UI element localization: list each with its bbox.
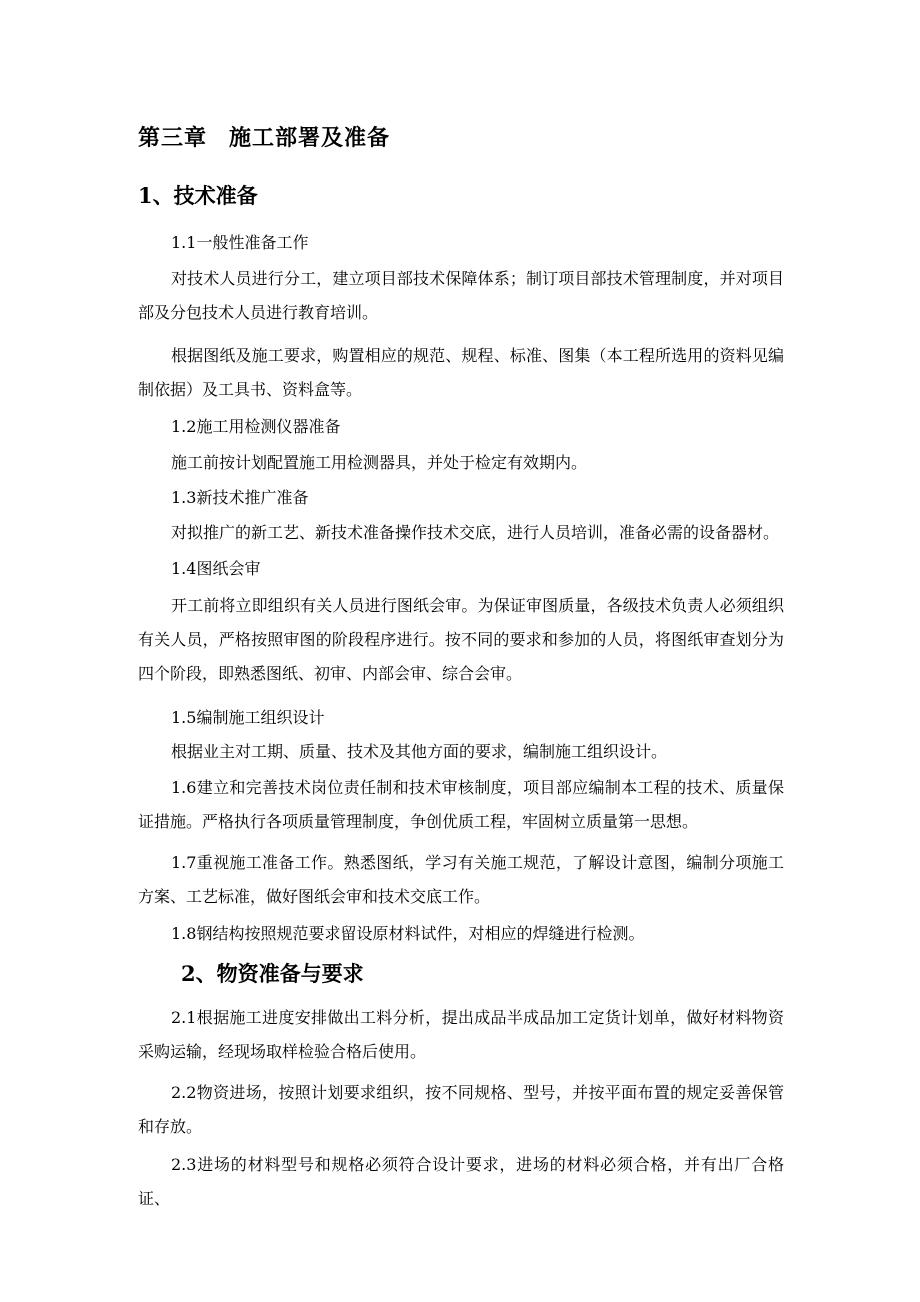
paragraph: 对拟推广的新工艺、新技术准备操作技术交底，进行人员培训，准备必需的设备器材。 xyxy=(171,523,780,542)
paragraph: 开工前将立即组织有关人员进行图纸会审。为保证审图质量，各级技术负责人必须组织有关人员，严格按照审图的阶段程序进行。按不同的要求和参加的人员，将图纸审查划分为四个阶段，即熟悉图纸、初审、内部会审、综合会审。 xyxy=(138,596,784,683)
subsection-title: 1.5编制施工组织设计 xyxy=(171,708,325,727)
paragraph: 2.3进场的材料型号和规格必须符合设计要求，进场的材料必须合格，并有出厂合格证、 xyxy=(138,1155,784,1208)
paragraph: 根据图纸及施工要求，购置相应的规范、规程、标准、图集（本工程所选用的资料见编制依据）及工具书、资料盒等。 xyxy=(138,346,784,399)
paragraph: 对技术人员进行分工，建立项目部技术保障体系；制订项目部技术管理制度，并对项目部及分包技术人员进行教育培训。 xyxy=(138,269,784,322)
paragraph: 1.7重视施工准备工作。熟悉图纸，学习有关施工规范，了解设计意图，编制分项施工方案、工艺标准，做好图纸会审和技术交底工作。 xyxy=(138,853,784,906)
section-heading: 1、技术准备 xyxy=(138,183,258,208)
paragraph: 根据业主对工期、质量、技术及其他方面的要求，编制施工组织设计。 xyxy=(171,742,668,761)
chapter-name: 施工部署及准备 xyxy=(229,125,391,151)
paragraph: 2.2物资进场，按照计划要求组织，按不同规格、型号，并按平面布置的规定妥善保管和存放。 xyxy=(138,1083,784,1136)
paragraph: 施工前按计划配置施工用检测器具，并处于检定有效期内。 xyxy=(171,453,588,472)
subsection-title: 1.3新技术推广准备 xyxy=(171,488,309,507)
paragraph: 1.6建立和完善技术岗位责任制和技术审核制度，项目部应编制本工程的技术、质量保证措施。严格执行各项质量管理制度，争创优质工程，牢固树立质量第一思想。 xyxy=(138,778,784,831)
subsection-title: 1.2施工用检测仪器准备 xyxy=(171,417,341,436)
subsection-title: 1.4图纸会审 xyxy=(171,559,261,578)
paragraph: 2.1根据施工进度安排做出工料分析，提出成品半成品加工定货计划单，做好材料物资采购运输，经现场取样检验合格后使用。 xyxy=(138,1008,784,1061)
section-heading: 2、物资准备与要求 xyxy=(181,961,364,986)
subsection-title: 1.1一般性准备工作 xyxy=(171,233,309,252)
chapter-title xyxy=(138,121,390,152)
chapter-number: 第三章 xyxy=(138,125,208,151)
paragraph: 1.8钢结构按照规范要求留设原材料试件，对相应的焊缝进行检测。 xyxy=(171,924,645,943)
